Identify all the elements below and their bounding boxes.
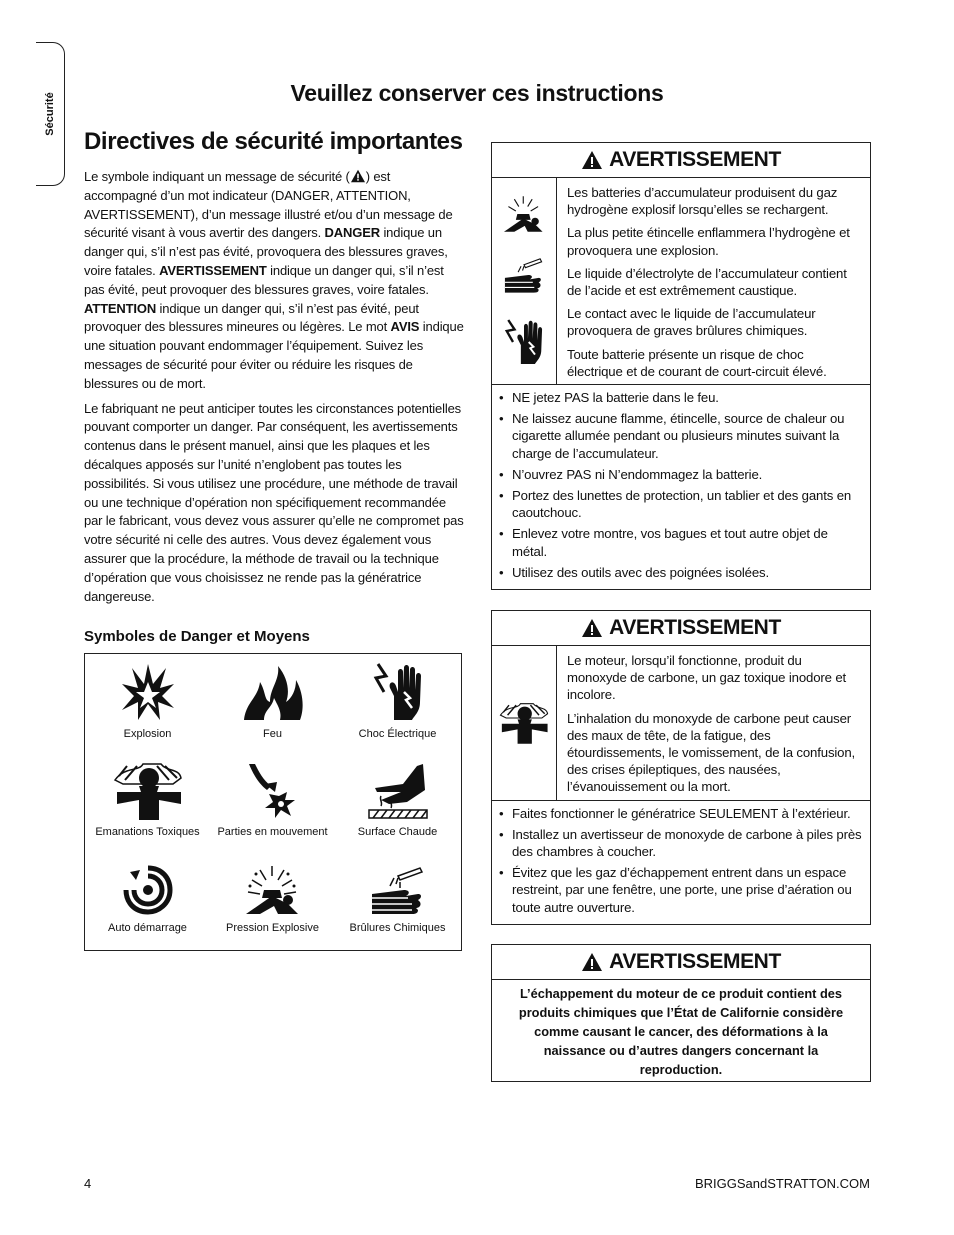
side-tab [36, 42, 65, 186]
symbol-auto-start: Auto démarrage [85, 864, 210, 934]
warning-heading: AVERTISSEMENT [492, 611, 870, 646]
california-warning-text: L’échappement du moteur de ce produit contient des produits chimiques que l’État de Californie considère comme causant le cancer, des déformations à la naissance ou d’autres dangers concernant la reproduction. [518, 986, 844, 1077]
electric-shock-icon [370, 662, 426, 722]
symbol-moving-parts: Parties en mouvement [210, 762, 335, 838]
list-item: • Enlevez votre montre, vos bagues et tout autre objet de métal. [512, 525, 864, 559]
warning-text: Le moteur, lorsqu’il fonctionne, produit du monoxyde de carbone, un gaz toxique inodore et incolore. [567, 653, 847, 703]
warning-heading: AVERTISSEMENT [492, 143, 870, 178]
symbol-toxic-fumes: Emanations Toxiques [85, 762, 210, 838]
page-title: Veuillez conserver ces instructions [290, 80, 664, 106]
explosion-icon [120, 662, 176, 722]
moving-parts-icon [245, 762, 301, 820]
toxic-fumes-icon [113, 762, 183, 820]
disclaimer-paragraph: Le fabriquant ne peut anticiper toutes les circonstances potentielles pouvant comporter un danger. Par conséquent, les avertissements contenus dans le présent manuel, ainsi que les plaques et les décalques apposés sur l’unité n’englobent pas toutes les possibilités. Si vous utilisez une procédure, une méthode de travail ou une technique d’opération non spécifiquement recommandée par le fabricant, vous devez vous assurer qu’elle ne compromet pas votre sécurité ni celle des autres. Vous devez également vous assurer que la procédure, la méthode de travail ou la technique d’opération que vous choisissez ne rende pas la génératrice dangereuse. [84, 400, 464, 604]
symbol-explosive-pressure: Pression Explosive [210, 864, 335, 934]
warning-text: L’inhalation du monoxyde de carbone peut causer des maux de tête, de la fatigue, des étourdissements, le vomissement, de la confusion, des crises épileptiques, des nausées, l’évanouissement ou la mort. [567, 710, 856, 795]
list-item: • Ne laissez aucune flamme, étincelle, source de chaleur ou cigarette allumée pendant ou plusieurs minutes suivant la charge de l’accumulateur. [512, 410, 864, 462]
explosive-pressure-icon [501, 194, 547, 234]
warning-text: Les batteries d’accumulateur produisent du gaz hydrogène explosif lorsqu’elles se rechargent. [567, 185, 838, 218]
page-number: 4 [84, 1176, 92, 1191]
warning-text: Toute batterie présente un risque de choc électrique et de courant de court-circuit élevé. [567, 346, 827, 379]
avertissement-word: AVERTISSEMENT [159, 262, 267, 278]
explosive-pressure-icon [242, 864, 304, 916]
list-item: • Évitez que les gaz d’échappement entrent dans un espace restreint, par une fenêtre, une porte, une prise d’aération ou toute autre ouverture. [512, 864, 864, 916]
side-tab-label: Sécurité [44, 92, 56, 136]
list-item: • Faites fonctionner le génératrice SEULEMENT à l’extérieur. [512, 805, 864, 822]
toxic-fumes-icon [499, 702, 549, 744]
symbols-title: Symboles de Danger et Moyens [84, 628, 310, 646]
warning-text: Le liquide d’électrolyte de l’accumulateur contient de l’acide et est extrêmement caustique. [567, 265, 847, 299]
carbon-monoxide-warning-box [491, 610, 871, 925]
list-item: • Utilisez des outils avec des poignées isolées. [512, 564, 864, 581]
fire-icon [240, 662, 306, 722]
auto-start-icon [122, 864, 174, 916]
symbol-chemical-burn: Brûlures Chimiques [335, 864, 460, 934]
list-item: • NE jetez PAS la batterie dans le feu. [512, 389, 864, 406]
symbol-hot-surface: Surface Chaude [335, 762, 460, 838]
warning-triangle-icon [581, 618, 603, 638]
california-warning-box [491, 944, 871, 1082]
symbol-electric-shock: Choc Électrique [335, 662, 460, 740]
safety-alert-icon [350, 169, 366, 183]
danger-word: DANGER [324, 225, 380, 241]
attention-word: ATTENTION [84, 300, 157, 316]
list-item: • N’ouvrez PAS ni N’endommagez la batterie. [512, 466, 864, 483]
list-item: • Installez un avertisseur de monoxyde de carbone à piles près des chambres à coucher. [512, 826, 864, 860]
website-url: BRIGGSandSTRATTON.COM [694, 1176, 870, 1191]
battery-warning-box [491, 142, 871, 590]
warning-heading: AVERTISSEMENT [492, 945, 870, 980]
symbols-grid [84, 653, 462, 951]
symbol-explosion: Explosion [85, 662, 210, 740]
left-column [84, 128, 464, 951]
chemical-burn-icon [368, 864, 428, 916]
hot-surface-icon [367, 762, 429, 820]
chemical-burn-icon [502, 255, 546, 295]
warning-bullet-list [492, 385, 870, 589]
intro-paragraph: Le symbole indiquant un message de sécurité ( ) est accompagné d’un mot indicateur (DANGER, ATTENTION, AVERTISSEMENT), d’un message illustré et/ou d’un message de sécurité visant à vous avertir des dangers. DANGER indique un danger qui, s’il n’est pas évité, provoquera des blessures graves, voire fatales. AVERTISSEMENT indique un danger qui, s’il n’est pas évité, peut provoquer des blessures graves, voire fatales. ATTENTION indique un danger qui, s’il n’est pas évité, peut provoquer des blessures mineures ou légères. Le mot AVIS indique une situation pouvant endommager l’équipement. Suivez les messages de sécurité pour éviter ou réduire les risques de blessures ou de mort. [84, 169, 464, 391]
warning-triangle-icon [581, 150, 603, 170]
electric-shock-icon [502, 316, 546, 368]
section-title: Directives de sécurité importantes [84, 128, 463, 155]
symbol-fire: Feu [210, 662, 335, 740]
warning-text: La plus petite étincelle enflammera l’hydrogène et provoquera une explosion. [567, 225, 850, 258]
warning-bullet-list [492, 801, 870, 924]
warning-triangle-icon [581, 952, 603, 972]
avis-word: AVIS [390, 319, 420, 335]
list-item: • Portez des lunettes de protection, un tablier et des gants en caoutchouc. [512, 487, 864, 521]
warning-text: Le contact avec le liquide de l’accumulateur provoquera de graves brûlures chimiques. [567, 306, 816, 339]
